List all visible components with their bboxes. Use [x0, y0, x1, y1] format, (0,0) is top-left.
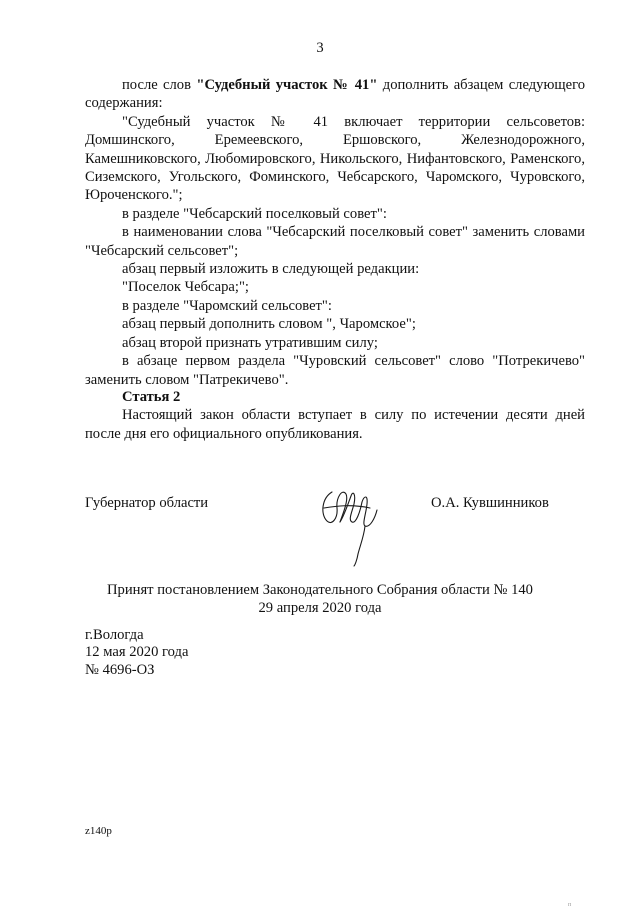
paragraph-2: "Судебный участок № 41 включает территории сельсоветов: Домшинского, Еремеевского, Ершовского, Железнодорожного, Камешниковского, Любомировского, Никольского, Нифантовского, Раменского, Сиземского, Угольского, Фоминского, Чебсарского, Чаромского, Чуровского, Юроченского.";: [85, 113, 585, 204]
article-2-text: Настоящий закон области вступает в силу по истечении десяти дней после дня его официального опубликования.: [85, 407, 585, 442]
paragraph-10: в абзаце первом раздела "Чуровский сельсовет" слово "Потрекичево" заменить словом "Патрекичево".: [85, 353, 585, 388]
paragraph-8: абзац первый дополнить словом ", Чаромское";: [122, 316, 416, 333]
handwritten-signature: [318, 482, 380, 568]
law-number: № 4696-ОЗ: [85, 662, 155, 678]
paragraph-5: абзац первый изложить в следующей редакции:: [122, 261, 420, 278]
adoption-line-1: Принят постановлением Законодательного Собрания области № 140: [107, 582, 533, 598]
place-city: г.Вологда: [85, 627, 144, 643]
paragraph-3: в разделе "Чебсарский поселковый совет":: [122, 205, 387, 222]
document-code: z140р: [85, 825, 112, 837]
signer-name: О.А. Кувшинников: [431, 495, 549, 511]
amendment-body: [85, 76, 585, 389]
page-number: 3: [316, 40, 324, 56]
paragraph-1-bold: "Судебный участок № 41": [196, 77, 378, 93]
paragraph-1-tail: дополнить абзацем следующего содержания:: [85, 77, 586, 112]
signer-position: Губернатор области: [85, 495, 209, 511]
place-date: 12 мая 2020 года: [85, 644, 189, 660]
article-2-heading: Статья 2: [122, 389, 181, 405]
paragraph-7: в разделе "Чаромский сельсовет":: [122, 297, 332, 314]
paragraph-9: абзац второй признать утратившим силу;: [122, 334, 378, 351]
article-2: [85, 388, 585, 443]
paragraph-6: "Поселок Чебсара;";: [122, 279, 249, 296]
paragraph-1: [85, 76, 585, 113]
corner-mark: п: [568, 902, 572, 908]
adoption-line-2: 29 апреля 2020 года: [258, 600, 382, 616]
paragraph-1-text: после слов: [122, 77, 197, 93]
paragraph-4: в наименовании слова "Чебсарский поселковый совет" заменить словами "Чебсарский сельсовет";: [85, 224, 585, 259]
